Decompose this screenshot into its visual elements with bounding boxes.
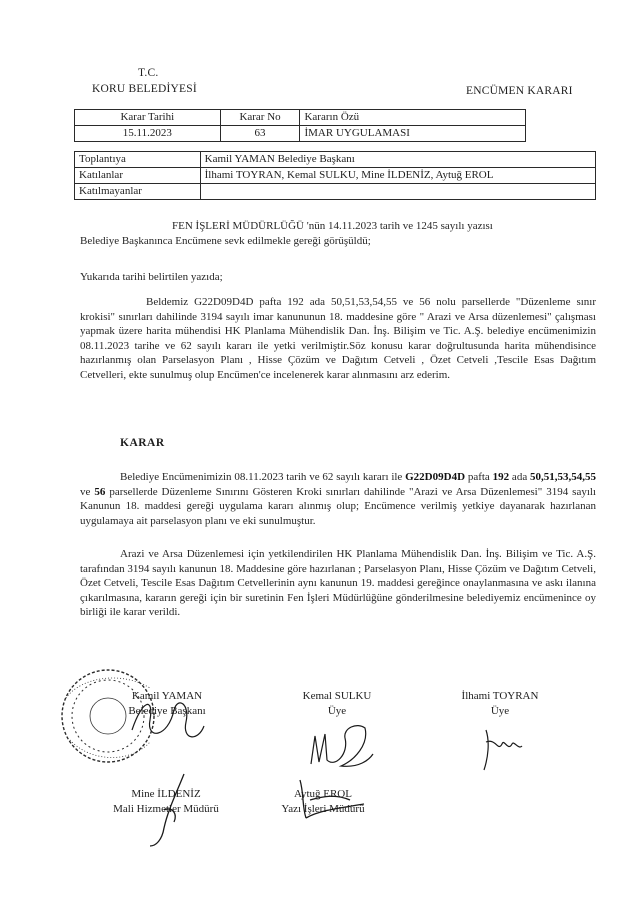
- letter-number: 1245: [415, 220, 438, 232]
- decision-text: ada: [509, 471, 531, 483]
- decision-number-header: Karar No: [220, 110, 300, 126]
- intro-text: sayılı yazısı: [437, 220, 493, 232]
- signer-title: Üye: [327, 705, 347, 717]
- mayor-signature: [128, 690, 208, 750]
- attendance-row: [75, 152, 596, 168]
- attendance-value: [200, 184, 595, 200]
- ildeniz-signature: [140, 770, 200, 850]
- document-type: ENCÜMEN KARARI: [466, 85, 573, 97]
- signer-name: Aytuğ EROL: [294, 788, 352, 800]
- attendance-row: [75, 168, 596, 184]
- request-paragraph: [80, 295, 596, 382]
- pafta-code: G22D09D4D: [405, 471, 466, 483]
- decision-text: ve: [80, 485, 95, 498]
- signer-name: Kamil YAMAN: [131, 690, 203, 702]
- signer-title: Belediye Başkanı: [128, 705, 206, 717]
- attendance-value: Kamil YAMAN Belediye Başkanı: [200, 152, 595, 168]
- erol-signature: [290, 770, 370, 830]
- toyran-signature: [476, 722, 526, 774]
- decision-text: pafta: [465, 471, 493, 483]
- sulku-signature: [305, 714, 375, 772]
- signature-block-toyran: [440, 689, 560, 719]
- karar-heading: KARAR: [120, 437, 165, 449]
- tc-heading: T.C.: [138, 67, 159, 79]
- decision-info-value-row: [75, 126, 526, 142]
- municipality-name: KORU BELEDİYESİ: [92, 83, 197, 95]
- attendance-label: Katılanlar: [75, 168, 201, 184]
- decision-text: Belediye Encümenimizin 08.11.2023 tarih ve 62 sayılı kararı ile: [120, 471, 406, 483]
- intro-text: tarih ve: [377, 220, 416, 232]
- signer-title: Üye: [490, 705, 510, 717]
- signer-title: Mali Hizmetler Müdürü: [113, 803, 219, 815]
- intro-text: 'nün: [304, 220, 328, 232]
- attendance-label: Toplantıya: [75, 152, 201, 168]
- decision-number: 63: [220, 126, 300, 142]
- intro-line-2: Belediye Başkanınca Encümene sevk edilmekle gereği görüşüldü;: [80, 234, 371, 247]
- pafta-number: 192: [492, 471, 510, 483]
- signer-name: Kemal SULKU: [302, 690, 372, 702]
- decision-paragraph-2: [80, 547, 596, 620]
- decision-date: 15.11.2023: [75, 126, 221, 142]
- signer-name: Mine İLDENİZ: [131, 788, 201, 800]
- attendance-table: [74, 151, 596, 200]
- parcel-last: 56: [94, 485, 106, 498]
- body-lead: Yukarıda tarihi belirtilen yazıda;: [80, 271, 223, 283]
- decision-text: parsellerde Düzenleme Sınırını Gösteren Kroki sınırları dahilinde "Arazi ve Arsa Düzenlemesi" 3194 sayılı Kanunun 18. maddesi gereği uygulama kararı alınmış olup; Encümence verilmiş yetkiye dayanarak hazırlanan uygulamaya ait parselasyon planı ve eki sunulmuştur.: [80, 485, 596, 527]
- intro-paragraph: [80, 219, 596, 248]
- intro-line-1: [80, 219, 596, 234]
- signer-name: İlhami TOYRAN: [461, 690, 539, 702]
- request-text: Beldemiz G22D09D4D pafta 192 ada 50,51,53,54,55 ve 56 nolu parsellerde "Düzenleme sınır krokisi" sınırları dahilinde 3194 sayılı imar kanununun 18. maddesine göre " Arazi ve Arsa düzenlemesi" çalışması yapmak üzere harita mühendisi HK Planlama Mühendislik Dan. İnş. Bilişim ve Tic. A.Ş. belediye encümenimizin 08.11.2023 tarihe ve 62 sayılı kararı ile yetki verilmiştir.Söz konusu karar doğrultusunda harita mühendisince hazırlanmış olan Parselasyon Planı , Hisse Çözüm ve Dağıtım Cetveli , Özet Cetveli ,Tescile Esas Dağıtım Cetvelleri, ekte sunulmuş olup Encümen'ce incelenerek karar alınmasını arz ederim.: [80, 296, 596, 381]
- department-name: FEN İŞLERİ MÜDÜRLÜĞÜ: [172, 220, 304, 232]
- decision-info-table: [74, 109, 526, 142]
- decision-subject: İMAR UYGULAMASI: [300, 126, 526, 142]
- attendance-label: Katılmayanlar: [75, 184, 201, 200]
- decision-paragraph-1: [80, 470, 596, 528]
- signer-title: Yazı İşleri Müdürü: [281, 803, 365, 815]
- decision-info-header-row: [75, 110, 526, 126]
- attendance-value: İlhami TOYRAN, Kemal SULKU, Mine İLDENİZ, Aytuğ EROL: [200, 168, 595, 184]
- decision-text: Arazi ve Arsa Düzenlemesi için yetkilendirilen HK Planlama Mühendislik Dan. İnş. Bilişim ve Tic. A.Ş. tarafından 3194 sayılı kanunun 18. Maddesine göre hazırlanan ; Parselasyon Planı, Hisse Çözüm ve Dağıtım Cetveli, Özet Cetveli, Tescile Esas Dağıtım Cetvellerinin aynı kanunun 19. maddesi gereğince onaylanmasına ve askı ilanına çıkarılmasına, kararın gereği için bir suretinin Fen İşleri Müdürlüğüne gönderilmesine belediyemiz encümenince oy birliği ile karar verildi.: [80, 548, 596, 618]
- decision-subject-header: Kararın Özü: [300, 110, 526, 126]
- attendance-row: [75, 184, 596, 200]
- letter-date: 14.11.2023: [327, 220, 378, 232]
- decision-date-header: Karar Tarihi: [75, 110, 221, 126]
- parcel-numbers: 50,51,53,54,55: [530, 471, 597, 483]
